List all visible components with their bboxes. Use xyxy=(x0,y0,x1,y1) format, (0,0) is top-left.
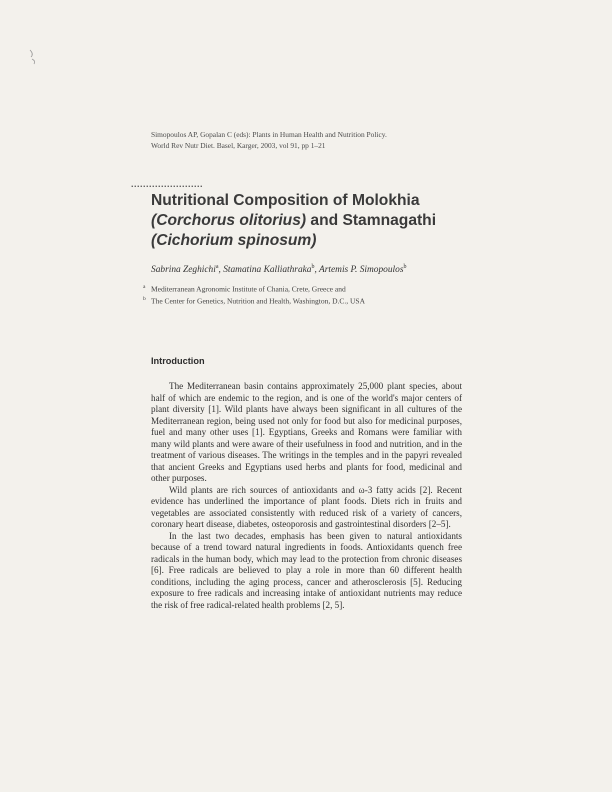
citation-line-1: Simopoulos AP, Gopalan C (eds): Plants in Human Health and Nutrition Policy. xyxy=(151,130,387,139)
affiliation-a-text: Mediterranean Agronomic Institute of Chania, Crete, Greece and xyxy=(151,284,346,294)
paper-title xyxy=(151,191,471,251)
author-3-affil: b xyxy=(403,264,407,270)
separator-dots: ........................ xyxy=(131,179,204,189)
pen-mark xyxy=(28,48,38,66)
affiliation-b xyxy=(143,296,463,306)
author-2: Stamatina Kalliathraka xyxy=(223,265,312,276)
title-line-2-rest: and Stamnagathi xyxy=(306,212,437,229)
section-heading: Introduction xyxy=(151,356,205,366)
affiliation-a-sup: a xyxy=(143,284,146,290)
affiliation-a xyxy=(143,284,463,294)
body-text xyxy=(151,381,462,611)
author-3: Artemis P. Simopoulos xyxy=(319,265,404,276)
title-line-3 xyxy=(151,231,471,251)
citation xyxy=(151,129,451,151)
paragraph-3: In the last two decades, emphasis has been given to natural antioxidants because of a trend toward natural ingredients in foods. Antioxidants quench free radicals in the human body, which may lead to the protection from chronic diseases [6]. Free radicals are believed to play a role in more than 60 different health conditions, including the aging process, cancer and atherosclerosis [5]. Reducing exposure to free radicals and increasing intake of antioxidant nutrients may reduce the risk of free radical-related health problems [2, 5]. xyxy=(151,530,462,610)
author-2-affil: b xyxy=(311,264,315,270)
paragraph-1: The Mediterranean basin contains approximately 25,000 plant species, about half of which are endemic to the region, and is one of the world's major centers of plant diversity [1]. Wild plants have always been significant in all cultures of the Mediterranean region, being used not only for food but also for medicinal purposes, fuel and many other uses [1]. Egyptians, Greeks and Romans were familiar with many wild plants and were aware of their usefulness in food and nutrition, and in the treatment of various diseases. The writings in the temples and in the papyri revealed that ancient Greeks and Egyptians used herbs and plants for food, medicinal and other purposes. xyxy=(151,381,462,483)
citation-line-2: World Rev Nutr Diet. Basel, Karger, 2003, vol 91, pp 1–21 xyxy=(151,141,326,150)
author-1-affil: a xyxy=(215,264,219,270)
affiliation-b-sup: b xyxy=(143,296,146,302)
title-line-2 xyxy=(151,211,471,231)
author-1: Sabrina Zeghichi xyxy=(151,265,216,276)
paragraph-2: Wild plants are rich sources of antioxidants and ω-3 fatty acids [2]. Recent evidence has underlined the importance of plant foods. Diets rich in fruits and vegetables are associated consistently with reduced risk of a variety of cancers, coronary heart disease, diabetes, osteoporosis and gastrointestinal disorders [2–5]. xyxy=(151,484,462,529)
title-species-2: (Cichorium spinosum) xyxy=(151,232,317,249)
title-line-1: Nutritional Composition of Molokhia xyxy=(151,192,420,209)
title-species-1: (Corchorus olitorius) xyxy=(151,212,307,229)
author-list: Sabrina Zeghichi$^a$, Stamatina Kalliathraka$^b$, Artemis P. Simopoulos$^b$ xyxy=(151,264,407,276)
affiliation-b-text: The Center for Genetics, Nutrition and Health, Washington, D.C., USA xyxy=(151,296,366,306)
